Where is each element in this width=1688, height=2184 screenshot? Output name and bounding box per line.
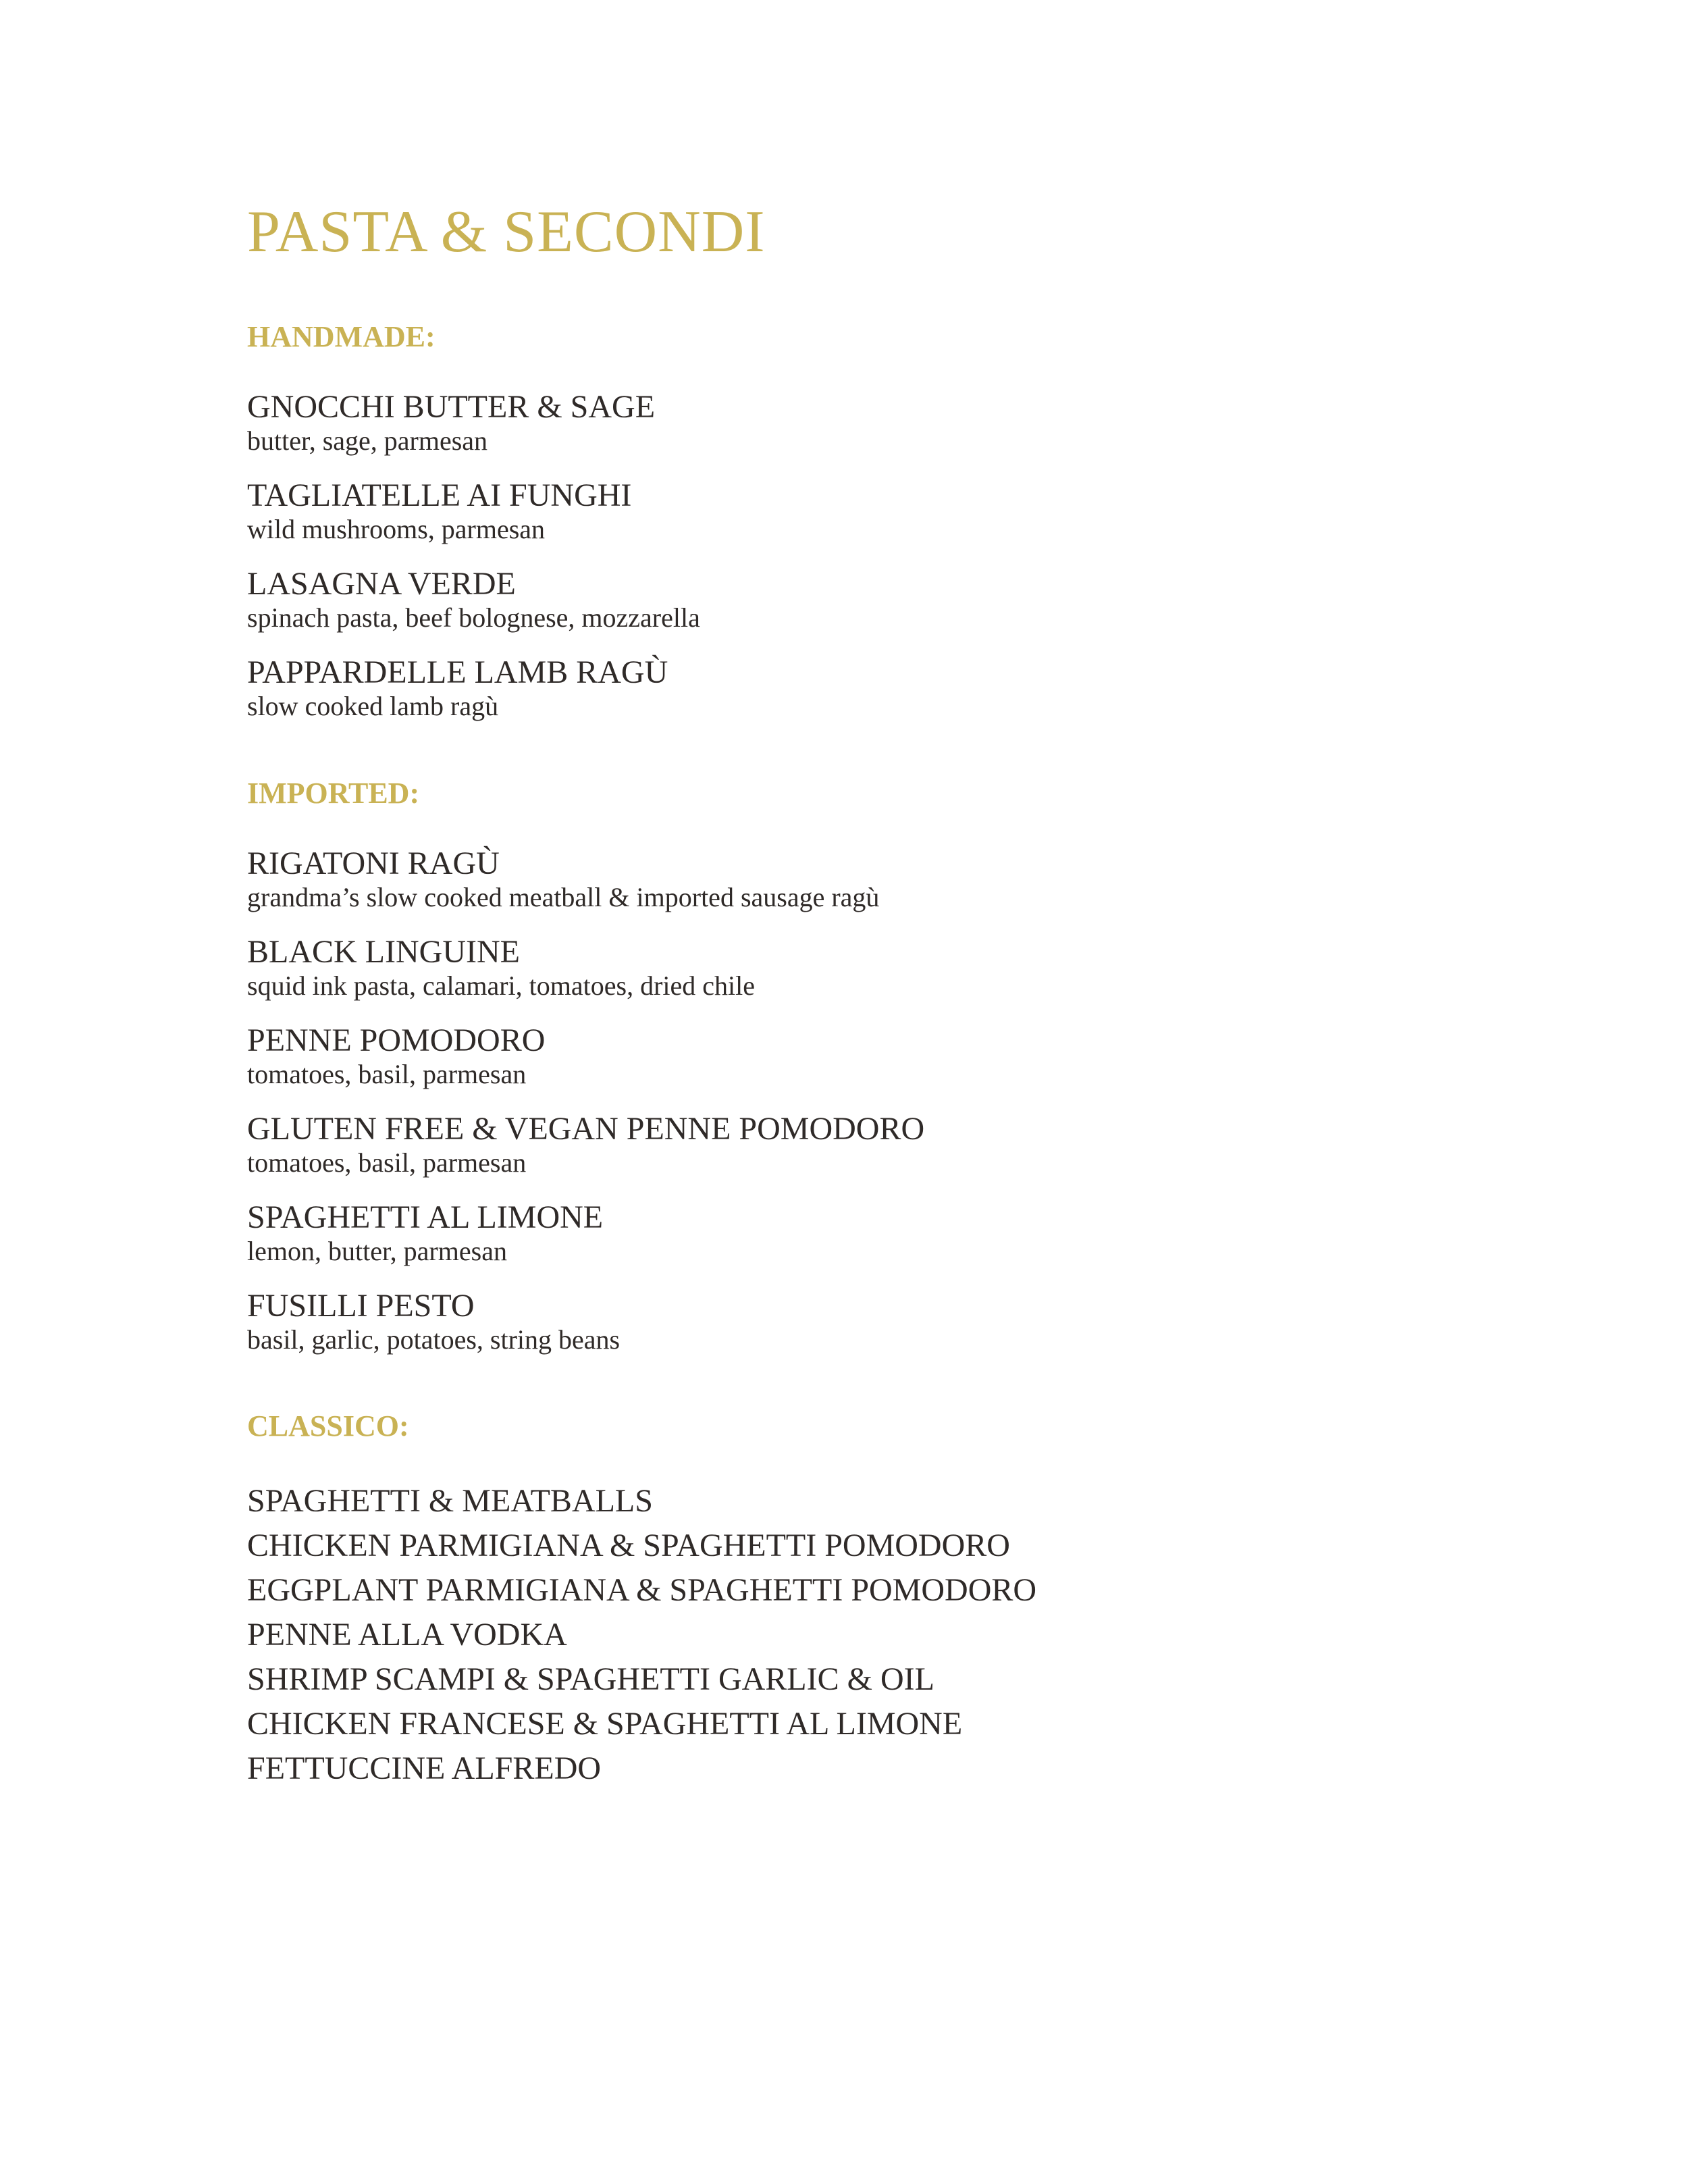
menu-item-name: GNOCCHI BUTTER & SAGE: [247, 389, 656, 425]
menu-item: [247, 567, 1530, 633]
menu-item: [247, 846, 1530, 913]
menu-item: [247, 1112, 1530, 1178]
menu-item-name: RIGATONI RAGÙ: [247, 846, 500, 881]
menu-item-description: slow cooked lamb ragù: [247, 690, 499, 721]
menu-item: [247, 1023, 1530, 1090]
page-title: PASTA & SECONDI: [247, 199, 766, 265]
menu-item: [247, 1289, 1530, 1355]
section-imported: [247, 779, 1530, 1377]
section-handmade: [247, 322, 1530, 744]
menu-item-description: tomatoes, basil, parmesan: [247, 1058, 527, 1089]
menu-item: [247, 935, 1530, 1002]
menu-item-description: butter, sage, parmesan: [247, 425, 488, 456]
menu-item-description: basil, garlic, potatoes, string beans: [247, 1324, 621, 1355]
menu-items: [247, 390, 1530, 722]
menu-item-name: PAPPARDELLE LAMB RAGÙ: [247, 654, 668, 691]
menu-item-name: GLUTEN FREE & VEGAN PENNE POMODORO: [247, 1111, 925, 1147]
classic-menu-item: FETTUCCINE ALFREDO: [247, 1750, 602, 1786]
classic-menu-item: EGGPLANT PARMIGIANA & SPAGHETTI POMODORO: [247, 1572, 1037, 1608]
classic-menu-item: SHRIMP SCAMPI & SPAGHETTI GARLIC & OIL: [247, 1661, 934, 1697]
section-heading: HANDMADE:: [247, 320, 436, 353]
menu-item-description: tomatoes, basil, parmesan: [247, 1147, 527, 1178]
menu-item-description: squid ink pasta, calamari, tomatoes, dried chile: [247, 970, 755, 1001]
menu-item-name: LASAGNA VERDE: [247, 566, 516, 602]
menu-item: [247, 1200, 1530, 1267]
menu-item-name: SPAGHETTI AL LIMONE: [247, 1199, 604, 1236]
menu-item-name: FUSILLI PESTO: [247, 1288, 475, 1324]
menu-item-description: lemon, butter, parmesan: [247, 1235, 507, 1266]
menu-item-description: wild mushrooms, parmesan: [247, 513, 546, 544]
classic-menu-item: PENNE ALLA VODKA: [247, 1617, 567, 1653]
section-heading: IMPORTED:: [247, 777, 420, 810]
menu-item-name: TAGLIATELLE AI FUNGHI: [247, 477, 632, 514]
classic-menu-item: CHICKEN FRANCESE & SPAGHETTI AL LIMONE: [247, 1706, 963, 1742]
menu-item-name: BLACK LINGUINE: [247, 934, 520, 970]
menu-items: [247, 846, 1530, 1355]
menu-item-description: spinach pasta, beef bolognese, mozzarella: [247, 602, 700, 633]
menu-item-description: grandma’s slow cooked meatball & imported sausage ragù: [247, 881, 880, 912]
menu-item: [247, 390, 1530, 457]
menu-item: [247, 478, 1530, 545]
classic-menu-item: SPAGHETTI & MEATBALLS: [247, 1483, 653, 1519]
section-heading: CLASSICO:: [247, 1409, 409, 1442]
section-classico: [247, 1411, 1530, 1791]
classic-menu-list: [247, 1479, 1530, 1791]
menu-item-name: PENNE POMODORO: [247, 1022, 546, 1059]
classic-menu-item: CHICKEN PARMIGIANA & SPAGHETTI POMODORO: [247, 1528, 1010, 1563]
menu-item: [247, 655, 1530, 722]
